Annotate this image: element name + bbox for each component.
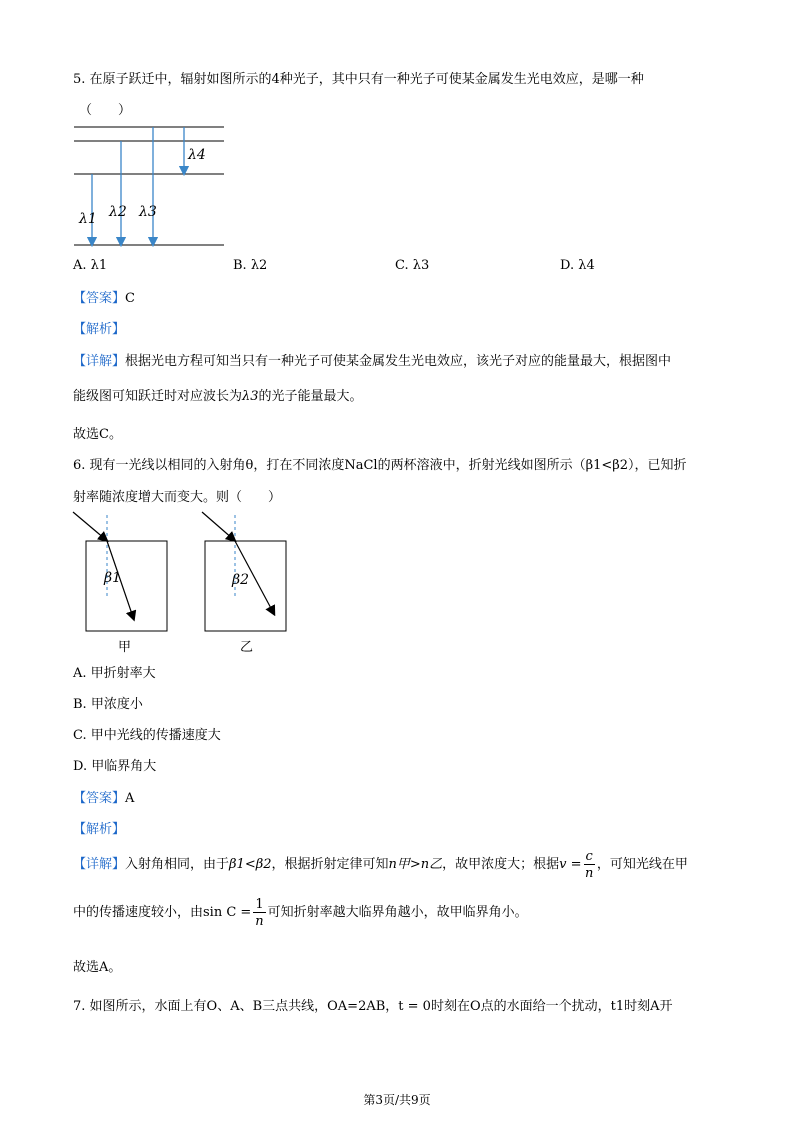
q6-option-c[interactable]: C. 甲中光线的传播速度大 — [73, 728, 221, 743]
q5-stem: 5. 在原子跃迁中，辐射如图所示的4种光子，其中只有一种光子可使某金属发生光电效应，是哪一种 — [73, 72, 644, 87]
answer-tag: 【答案】 — [73, 291, 126, 306]
q5-detail-line1: 【详解】根据光电方程可知当只有一种光子可使某金属发生光电效应，该光子对应的能量最大，根据图中 — [73, 354, 672, 369]
lambda3-label: λ3 — [139, 204, 157, 220]
lambda1-label: λ1 — [79, 211, 97, 227]
q6-detail-line2: 中的传播速度较小，由sin C = $\frac{1}{n}$ 可知折射率越大临界角越小，故甲临界角小。 — [73, 896, 528, 929]
q6-analysis-tag: 【解析】 — [73, 822, 126, 837]
q5-option-c[interactable]: C. λ3 — [395, 258, 430, 273]
q6-stem-line2: 射率随浓度增大而变大。则（ ） — [73, 490, 282, 505]
q6-stem-line1: 6. 现有一光线以相同的入射角θ，打在不同浓度NaCl的两杯溶液中，折射光线如图所示（β1<β2），已知折 — [73, 458, 687, 473]
q5-conclusion: 故选C。 — [73, 427, 122, 442]
incident-ray-yi — [202, 512, 233, 539]
q6-answer-line — [73, 787, 134, 806]
q5-analysis-tag: 【解析】 — [73, 322, 126, 337]
answer-tag: 【答案】 — [73, 791, 126, 806]
lambda3-symbol: λ3 — [242, 389, 259, 404]
q5-detail-line2: 能级图可知跃迁时对应波长为λ3的光子能量最大。 — [73, 389, 363, 404]
q5-option-b[interactable]: B. λ2 — [233, 258, 268, 273]
fraction-1-over-n: $\frac{1}{n}$ — [255, 896, 264, 929]
q6-option-a[interactable]: A. 甲折射率大 — [73, 666, 156, 681]
q5-option-d[interactable]: D. λ4 — [560, 258, 595, 273]
q6-option-d[interactable]: D. 甲临界角大 — [73, 759, 157, 774]
q6-detail-line1: 【详解】入射角相同，由于β1<β2，根据折射定律可知n甲>n乙，故甲浓度大；根据v = $\frac{c}{n}$ ，可知光线在甲 — [73, 848, 688, 881]
q5-answer-blank: （ ） — [79, 103, 132, 118]
caption-yi: 乙 — [240, 640, 254, 655]
q6-conclusion: 故选A。 — [73, 960, 122, 975]
beta2-label: β2 — [232, 572, 250, 588]
detail-tag: 【详解】 — [73, 354, 126, 369]
q5-answer: C — [125, 291, 135, 306]
detail-tag: 【详解】 — [73, 857, 126, 872]
lambda2-label: λ2 — [109, 204, 127, 220]
fraction-c-over-n: $\frac{c}{n}$ — [585, 848, 594, 881]
q6-option-b[interactable]: B. 甲浓度小 — [73, 697, 143, 712]
q7-stem: 7. 如图所示，水面上有O、A、B三点共线，OA=2AB，t = 0时刻在O点的水面给一个扰动，t1时刻A开 — [73, 999, 673, 1014]
page-number: 第3页/共9页 — [363, 1093, 431, 1107]
q5-option-a[interactable]: A. λ1 — [73, 258, 108, 273]
container-jia — [86, 541, 167, 631]
beta1-label: β1 — [104, 570, 122, 586]
lambda4-label: λ4 — [188, 147, 206, 163]
q6-answer: A — [125, 791, 135, 806]
caption-jia: 甲 — [118, 640, 132, 655]
incident-ray-jia — [73, 512, 105, 539]
